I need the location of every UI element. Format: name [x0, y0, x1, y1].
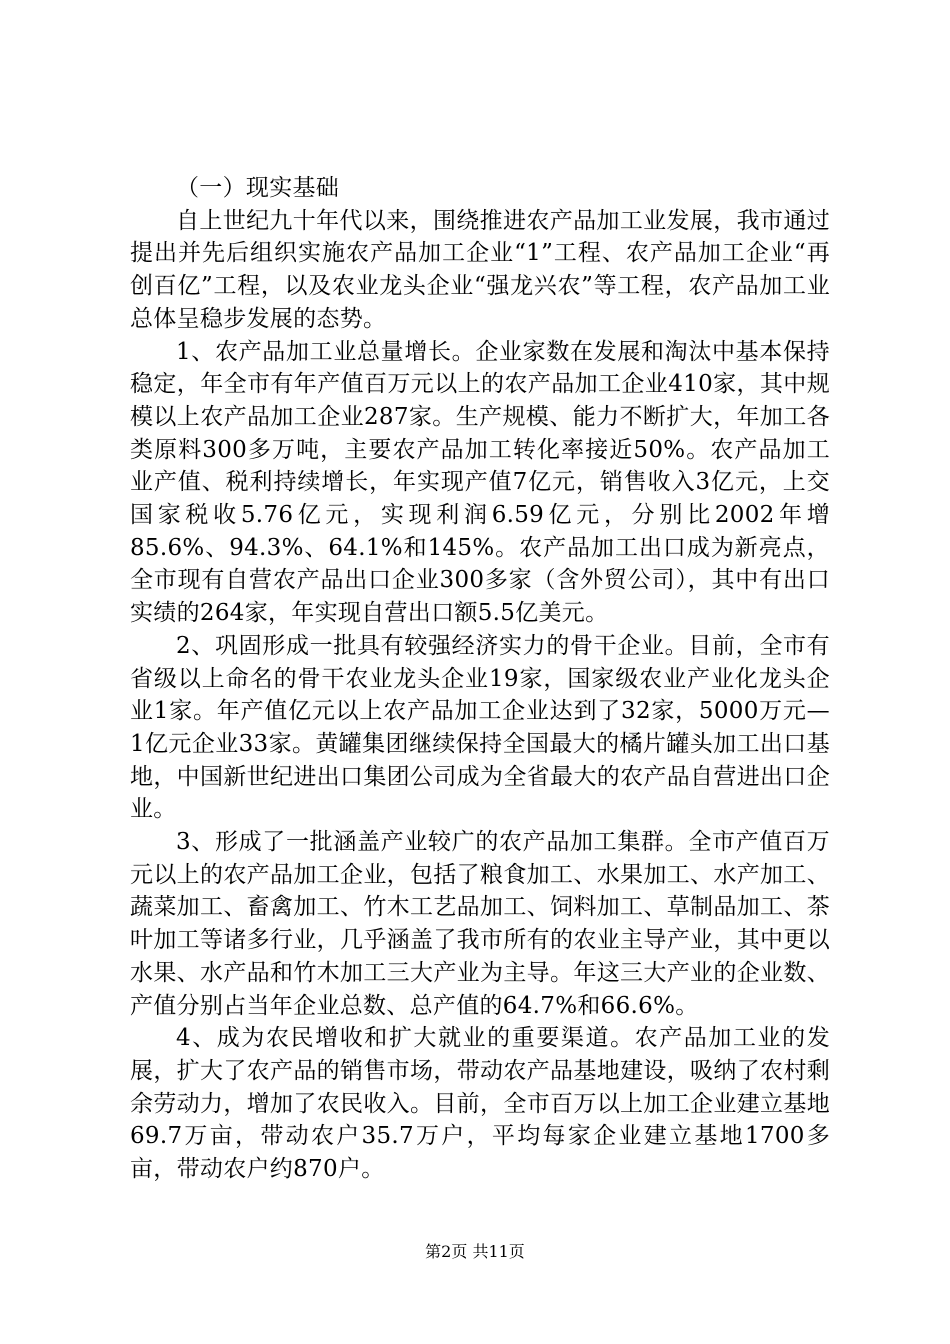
page-number-footer: 第2页 共11页 — [425, 1242, 525, 1261]
document-body — [130, 172, 830, 1186]
section-heading: （一）现实基础 — [176, 175, 340, 201]
paragraph-item-4: 4、成为农民增收和扩大就业的重要渠道。农产品加工业的发展，扩大了农产品的销售市场，带动农产品基地建设，吸纳了农村剩余劳动力，增加了农民收入。目前，全市百万以上加工企业建立基地69.7万亩，带动农户35.7万户，平均每家企业建立基地1700多亩，带动农户约870户。 — [130, 1025, 830, 1183]
paragraph-item-3: 3、形成了一批涵盖产业较广的农产品加工集群。全市产值百万元以上的农产品加工企业，包括了粮食加工、水果加工、水产加工、蔬菜加工、畜禽加工、竹木工艺品加工、饲料加工、草制品加工、茶叶加工等诸多行业，几乎涵盖了我市所有的农业主导产业，其中更以水果、水产品和竹木加工三大产业为主导。年这三大产业的企业数、产值分别占当年企业总数、总产值的64.7%和66.6%。 — [130, 829, 830, 1019]
paragraph-item-1: 1、农产品加工业总量增长。企业家数在发展和淘汰中基本保持稳定，年全市有年产值百万元以上的农产品加工企业410家，其中规模以上农产品加工企业287家。生产规模、能力不断扩大，年加工各类原料300多万吨，主要农产品加工转化率接近50%。农产品加工业产值、税利持续增长，年实现产值7亿元，销售收入3亿元，上交国家税收5.76亿元，实现利润6.59亿元，分别比2002年增85.6%、94.3%、64.1%和145%。农产品加工出口成为新亮点，全市现有自营农产品出口企业300多家（含外贸公司），其中有出口实绩的264家，年实现自营出口额5.5亿美元。 — [130, 338, 830, 627]
paragraph-intro: 自上世纪九十年代以来，围绕推进农产品加工业发展，我市通过提出并先后组织实施农产品加工企业“1”工程、农产品加工企业“再创百亿”工程，以及农业龙头企业“强龙兴农”等工程，农产品加工业总体呈稳步发展的态势。 — [130, 207, 830, 332]
paragraph-item-2: 2、巩固形成一批具有较强经济实力的骨干企业。目前，全市有省级以上命名的骨干农业龙头企业19家，国家级农业产业化龙头企业1家。年产值亿元以上农产品加工企业达到了32家，5000万元—1亿元企业33家。黄罐集团继续保持全国最大的橘片罐头加工出口基地，中国新世纪进出口集团公司成为全省最大的农产品自营进出口企业。 — [130, 632, 830, 823]
